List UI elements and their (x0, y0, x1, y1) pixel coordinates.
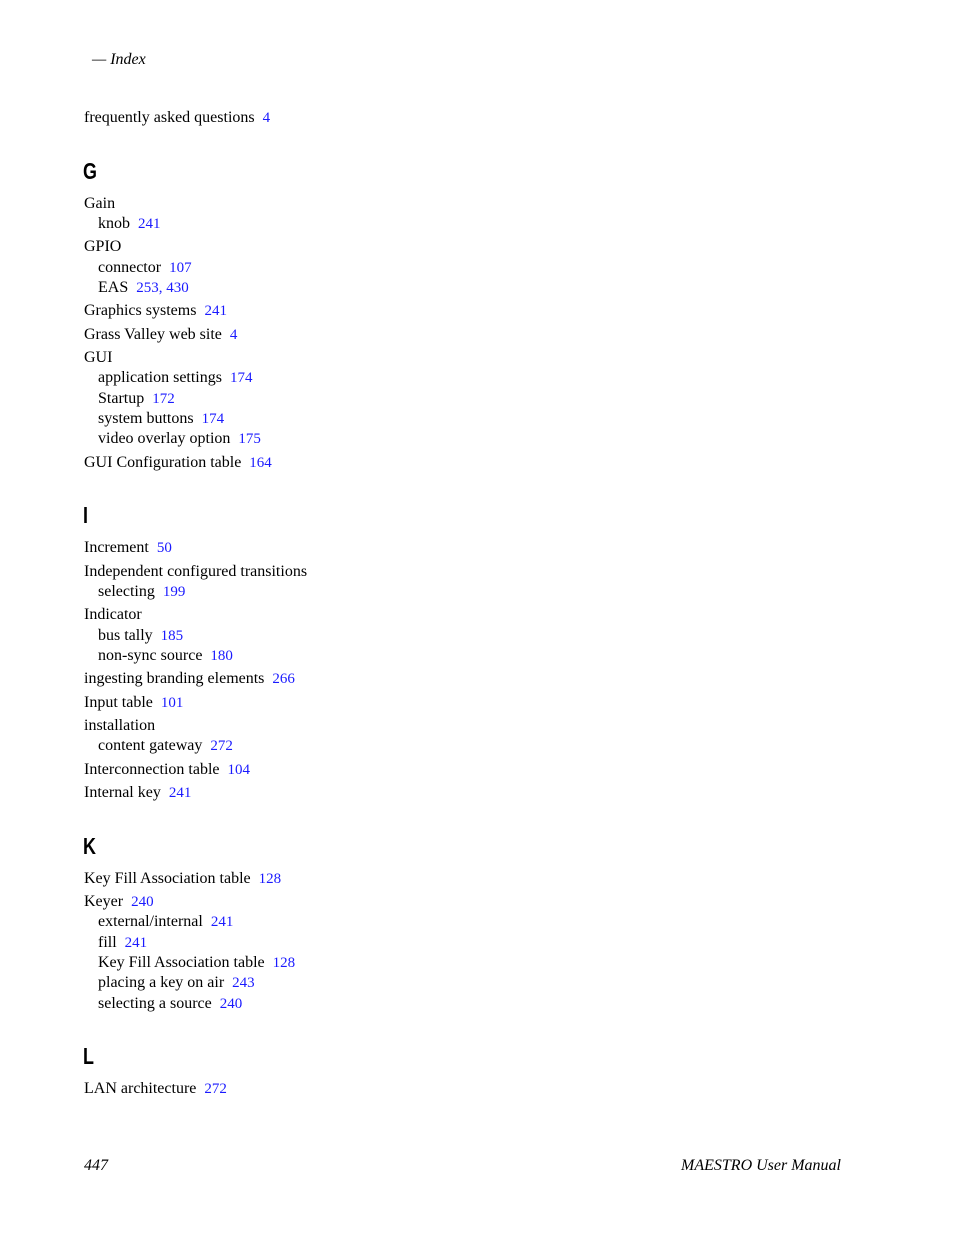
index-subentry: knob 241 (98, 215, 161, 232)
page-link[interactable]: 199 (162, 584, 186, 600)
page-link[interactable]: 104 (227, 762, 250, 778)
section-letter-k: K (83, 833, 96, 859)
page-link[interactable]: 240 (131, 894, 154, 910)
index-entry: Internal key 241 (84, 784, 192, 801)
page-link[interactable]: 4 (262, 110, 271, 126)
index-subentry: content gateway 272 (98, 737, 233, 754)
index-subentry: Key Fill Association table 128 (98, 954, 296, 971)
index-entry: GUI Configuration table 164 (84, 454, 272, 471)
index-entry: Graphics systems 241 (84, 302, 227, 319)
page-link[interactable]: 50 (156, 540, 172, 556)
index-subentry: connector 107 (98, 259, 192, 276)
page-link[interactable]: 243 (232, 975, 255, 991)
index-subentry: fill 241 (98, 934, 148, 951)
index-entry: installation (84, 717, 156, 734)
page-link[interactable]: 430 (166, 280, 189, 296)
index-subentry: external/internal 241 (98, 913, 234, 930)
index-entry: LAN architecture 272 (84, 1080, 227, 1097)
page-link[interactable]: 253 (136, 280, 159, 296)
page-link[interactable]: 174 (201, 411, 225, 427)
page-link[interactable]: 128 (272, 955, 296, 971)
index-subentry: EAS 253, 430 (98, 279, 189, 296)
section-letter-i: I (83, 502, 88, 528)
page-link[interactable]: 172 (152, 391, 175, 407)
section-letter-l: L (83, 1043, 94, 1069)
index-entry: Grass Valley web site 4 (84, 326, 238, 343)
index-entry: Independent configured transitions (84, 563, 308, 580)
index-subentry: system buttons 174 (98, 410, 225, 427)
index-entry: Increment 50 (84, 539, 172, 556)
index-subentry: selecting 199 (98, 583, 186, 600)
section-letter-g: G (83, 158, 97, 184)
page-link[interactable]: 241 (124, 935, 148, 951)
index-subentry: bus tally 185 (98, 627, 184, 644)
page-link[interactable]: 185 (160, 628, 184, 644)
page-link[interactable]: 272 (204, 1081, 227, 1097)
index-subentry: placing a key on air 243 (98, 974, 255, 991)
page-link[interactable]: 174 (229, 370, 253, 386)
page-link[interactable]: 266 (272, 671, 295, 687)
page-link[interactable]: 175 (238, 431, 261, 447)
index-entry: Input table 101 (84, 694, 184, 711)
page-number: 447 (84, 1157, 108, 1174)
index-entry: Keyer 240 (84, 893, 154, 910)
index-subentry: application settings 174 (98, 369, 253, 386)
page-link[interactable]: 241 (204, 303, 227, 319)
manual-title: MAESTRO User Manual (681, 1157, 841, 1174)
page-link[interactable]: 180 (210, 648, 233, 664)
page-link[interactable]: 241 (210, 914, 234, 930)
page-link[interactable]: 107 (169, 260, 192, 276)
page-link[interactable]: 240 (219, 996, 243, 1012)
page-link[interactable]: 128 (258, 871, 282, 887)
index-entry: ingesting branding elements 266 (84, 670, 295, 687)
index-entry: GPIO (84, 238, 122, 255)
page-link[interactable]: 4 (229, 327, 238, 343)
page-link[interactable]: 164 (249, 455, 272, 471)
page-link[interactable]: 101 (160, 695, 184, 711)
page-link[interactable]: 241 (168, 785, 192, 801)
page-link[interactable]: 272 (210, 738, 233, 754)
index-entry: Gain (84, 195, 116, 212)
index-entry: GUI (84, 349, 113, 366)
index-subentry: selecting a source 240 (98, 995, 243, 1012)
page-link[interactable]: 241 (138, 216, 161, 232)
running-header: — Index (92, 51, 146, 68)
index-subentry: video overlay option 175 (98, 430, 261, 447)
index-entry: Indicator (84, 606, 142, 623)
index-entry: Interconnection table 104 (84, 761, 250, 778)
index-subentry: Startup 172 (98, 390, 175, 407)
index-entry: Key Fill Association table 128 (84, 870, 282, 887)
index-entry: frequently asked questions 4 (84, 109, 271, 126)
index-subentry: non-sync source 180 (98, 647, 233, 664)
